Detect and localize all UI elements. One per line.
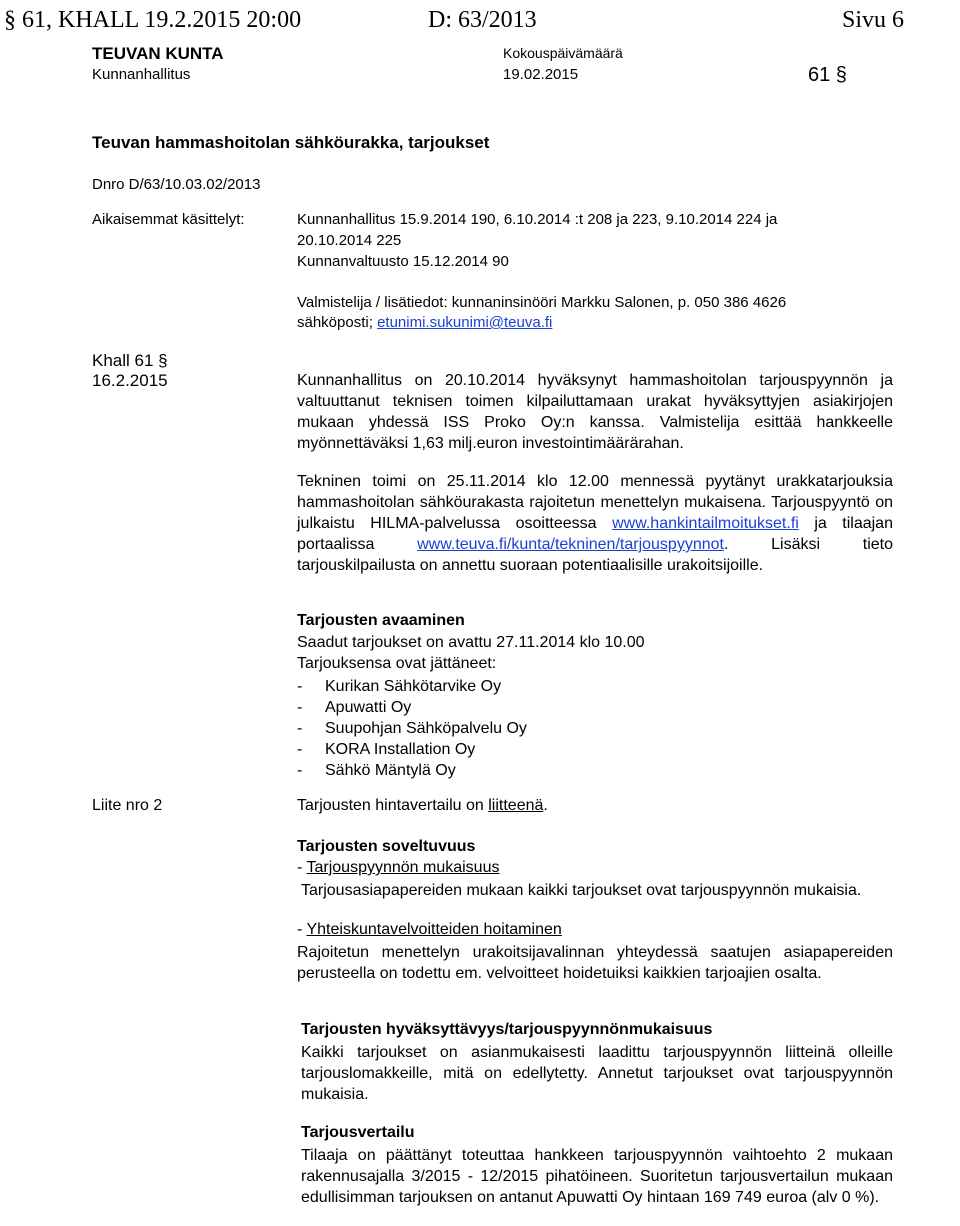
- decision-paragraph: Kunnanhallitus on 20.10.2014 hyväksynyt hammashoitolan tarjouspyynnön ja valtuuttanut teknisen toimen kilpailuttamaan urakat hyväksyttyjen asiakirjojen mukaan yhdessä ISS Proko Oy:n kanssa. Valmistelija esittää hankkeelle myönnettäväksi 1,63 milj.euron investointimäärärahan.: [297, 372, 893, 452]
- attachment-label: Liite nro 2: [92, 797, 163, 814]
- tender-request-text: Tekninen toimi on 25.11.2014 klo 12.00 mennessä pyytänyt urakkatarjouksia hammashoitolan sähköurakasta rajoitetun menettelyn mukaisena. Tarjouspyyntö on julkaistu HILMA-palvelussa osoitteessa: [297, 473, 893, 532]
- tender-request-paragraph: [297, 471, 893, 576]
- email-line: [297, 312, 552, 333]
- opening-heading: Tarjousten avaaminen: [297, 612, 465, 629]
- obligations-subheading: - Yhteiskuntavelvoitteiden hoitaminen: [297, 921, 562, 938]
- acceptability-heading: Tarjousten hyväksyttävyys/tarjouspyynnönmukaisuus: [301, 1021, 713, 1038]
- meeting-date: 19.02.2015: [503, 66, 579, 83]
- document-title: Teuvan hammashoitolan sähköurakka, tarjoukset: [92, 133, 490, 152]
- list-item: - KORA Installation Oy: [297, 741, 476, 758]
- opening-line: Saadut tarjoukset on avattu 27.11.2014 klo 10.00: [297, 634, 645, 651]
- list-item: - Suupohjan Sähköpalvelu Oy: [297, 720, 527, 737]
- suitability-text: Tarjousasiapapereiden mukaan kaikki tarjoukset ovat tarjouspyynnön mukaisia.: [301, 882, 862, 899]
- hilma-link[interactable]: www.hankintailmoitukset.fi: [612, 515, 799, 532]
- meeting-section-label: Khall 61 §: [92, 351, 168, 370]
- comparison-text: Tilaaja on päättänyt toteuttaa hankkeen tarjouspyynnön vaihtoehto 2 mukaan rakennusajalla 3/2015 - 12/2015 pihatöineen. Suoritetun tarjousvertailun mukaan edullisimman tarjouksen on antanut Apuwatti Oy hintaan 169 749 euroa (alv 0 %).: [301, 1147, 893, 1206]
- attachment-line: Tarjousten hintavertailu on liitteenä.: [297, 797, 548, 814]
- earlier-handling-line: Kunnanhallitus 15.9.2014 190, 6.10.2014 :t 208 ja 223, 9.10.2014 224 ja: [297, 211, 778, 228]
- page-header-reference: § 61, KHALL 19.2.2015 20:00: [4, 7, 302, 33]
- comparison-heading: Tarjousvertailu: [301, 1124, 415, 1141]
- bidder-list: [297, 676, 527, 781]
- page-number: Sivu 6: [842, 7, 905, 33]
- organization-name: TEUVAN KUNTA: [92, 44, 224, 63]
- email-label: sähköposti;: [297, 314, 373, 331]
- list-item: - Apuwatti Oy: [297, 699, 412, 716]
- list-item: - Kurikan Sähkötarvike Oy: [297, 678, 502, 695]
- portal-link[interactable]: www.teuva.fi/kunta/tekninen/tarjouspyynnot: [417, 536, 724, 553]
- meeting-body: Kunnanhallitus: [92, 66, 191, 83]
- attachment-link[interactable]: liitteenä: [488, 797, 544, 814]
- record-number: Dnro D/63/10.03.02/2013: [92, 176, 261, 193]
- preparer-contact: Valmistelija / lisätiedot: kunnaninsinööri Markku Salonen, p. 050 386 4626: [297, 294, 787, 311]
- tender-request-mid: ja tilaajan portaalissa: [297, 515, 893, 553]
- suitability-heading: Tarjousten soveltuvuus: [297, 838, 476, 855]
- obligations-text: Rajoitetun menettelyn urakoitsijavalinnan yhteydessä saatujen asiapapereiden perusteella on todettu em. velvoitteet hoidetuiksi kaikkien tarjoajien osalta.: [297, 944, 893, 982]
- earlier-handling-label: Aikaisemmat käsittelyt:: [92, 211, 245, 228]
- bidders-intro: Tarjouksensa ovat jättäneet:: [297, 655, 497, 672]
- list-item: - Sähkö Mäntylä Oy: [297, 762, 456, 779]
- earlier-handling-line: Kunnanvaltuusto 15.12.2014 90: [297, 253, 509, 270]
- page-header-record-number: D: 63/2013: [428, 7, 537, 33]
- email-link[interactable]: etunimi.sukunimi@teuva.fi: [377, 314, 553, 331]
- meeting-section-date: 16.2.2015: [92, 371, 168, 390]
- earlier-handling-line: 20.10.2014 225: [297, 232, 402, 249]
- suitability-subheading: - Tarjouspyynnön mukaisuus: [297, 859, 500, 876]
- tender-request-tail: . Lisäksi tieto tarjouskilpailusta on annettu suoraan potentiaalisille urakoitsijoille.: [297, 536, 893, 574]
- meeting-date-label: Kokouspäivämäärä: [503, 45, 623, 61]
- section-number: 61 §: [808, 64, 847, 86]
- acceptability-text: Kaikki tarjoukset on asianmukaisesti laadittu tarjouspyynnön liitteinä olleille tarjouslomakkeille, mitä on edellytetty. Annetut tarjoukset ovat tarjouspyynnön mukaisia.: [301, 1044, 893, 1103]
